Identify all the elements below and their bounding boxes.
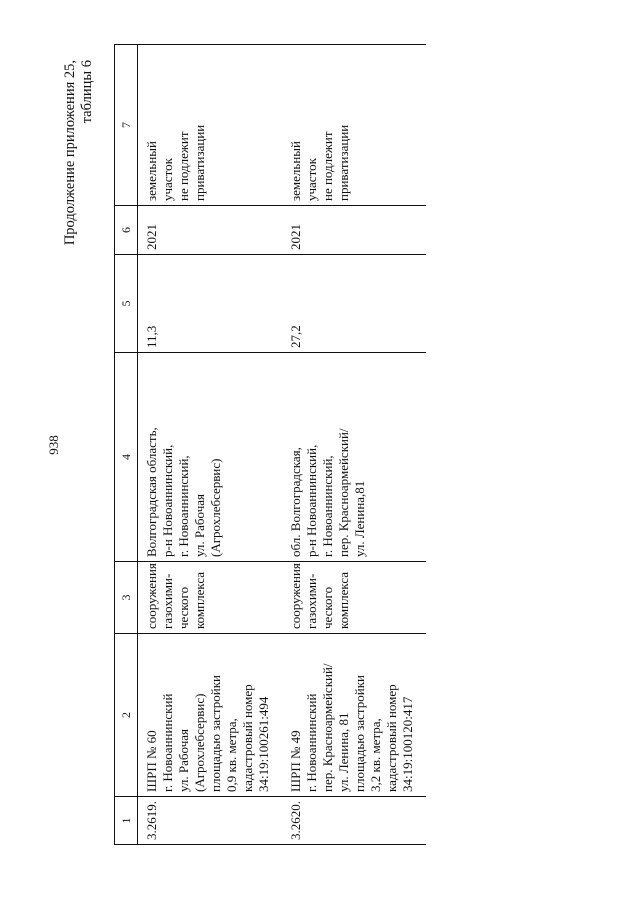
- column-header: 5: [115, 255, 138, 353]
- column-header: 3: [115, 562, 138, 634]
- object-name-line: ул. Рабочая: [176, 729, 191, 792]
- object-type-line: газохими-: [160, 573, 175, 629]
- year-cell: 2021: [282, 206, 426, 255]
- table-row: [282, 45, 426, 845]
- object-name-line: г. Новоаннинский: [304, 693, 319, 792]
- value-cell: 11,3: [138, 255, 283, 353]
- object-type-cell: [282, 562, 426, 634]
- note-line: участок: [304, 158, 319, 201]
- object-type-line: ческого: [176, 586, 191, 629]
- object-name-line: 0,9 кв. метра,: [224, 718, 239, 792]
- object-type-line: комплекса: [192, 571, 207, 629]
- value-cell: 27,2: [282, 255, 426, 353]
- object-type-line: ческого: [320, 586, 335, 629]
- address-line: р-н Новоаннинский,: [160, 444, 175, 557]
- object-type-line: газохими-: [304, 573, 319, 629]
- object-type-line: сооружения: [144, 563, 159, 629]
- continuation-line-1: Продолжение приложения 25,: [62, 60, 78, 246]
- address-cell: [282, 353, 426, 562]
- address-line: р-н Новоаннинский,: [304, 444, 319, 557]
- column-header: 1: [115, 797, 138, 845]
- property-table: [114, 44, 426, 845]
- object-name-cell: [138, 634, 283, 797]
- object-name-line: кадастровый номер: [240, 684, 255, 792]
- column-header: 4: [115, 353, 138, 562]
- object-name-cell: [282, 634, 426, 797]
- note-line: участок: [160, 158, 175, 201]
- object-type-line: комплекса: [336, 571, 351, 629]
- note-line: приватизации: [192, 124, 207, 201]
- object-name-line: 34:19:100261:494: [256, 696, 271, 792]
- address-line: г. Новоаннинский,: [320, 455, 335, 557]
- object-name-line: пер. Красноармейский/: [320, 663, 335, 792]
- note-line: не подлежит: [176, 131, 191, 201]
- column-header: 2: [115, 634, 138, 797]
- object-type-line: сооружения: [288, 563, 303, 629]
- continuation-header: [62, 60, 96, 245]
- object-name-line: (Агрохлебсервис): [192, 693, 207, 792]
- object-name-line: г. Новоаннинский: [160, 693, 175, 792]
- address-line: ул. Рабочая: [192, 494, 207, 557]
- address-line: г. Новоаннинский,: [176, 455, 191, 557]
- note-line: не подлежит: [320, 131, 335, 201]
- note-line: приватизации: [336, 124, 351, 201]
- address-cell: [138, 353, 283, 562]
- row-number: 3.2619.: [138, 797, 283, 845]
- table-header-row: [115, 45, 138, 845]
- object-type-cell: [138, 562, 283, 634]
- address-line: (Агрохлебсервис): [208, 458, 223, 557]
- object-name-line: кадастровый номер: [384, 684, 399, 792]
- address-line: обл. Волгоградская,: [288, 447, 303, 557]
- year-cell: 2021: [138, 206, 283, 255]
- object-name-line: ШРП № 49: [288, 730, 303, 792]
- address-line: ул. Ленина,81: [352, 480, 367, 557]
- page-number: 938: [46, 435, 61, 455]
- note-cell: [282, 45, 426, 206]
- address-line: Волгоградская область,: [144, 427, 159, 557]
- object-name-line: 34:19:100120:417: [400, 696, 415, 792]
- object-name-line: 3,2 кв. метра,: [368, 718, 383, 792]
- note-line: земельный: [288, 141, 303, 201]
- object-name-line: площадью застройки: [352, 675, 367, 792]
- row-number: 3.2620.: [282, 797, 426, 845]
- column-header: 6: [115, 206, 138, 255]
- column-header: 7: [115, 45, 138, 206]
- table-row: [138, 45, 283, 845]
- note-cell: [138, 45, 283, 206]
- continuation-line-2: таблицы 6: [79, 60, 95, 124]
- object-name-line: ШРП № 60: [144, 730, 159, 792]
- object-name-line: ул. Ленина, 81: [336, 712, 351, 792]
- note-line: земельный: [144, 141, 159, 201]
- object-name-line: площадью застройки: [208, 675, 223, 792]
- address-line: пер. Красноармейский/: [336, 428, 351, 557]
